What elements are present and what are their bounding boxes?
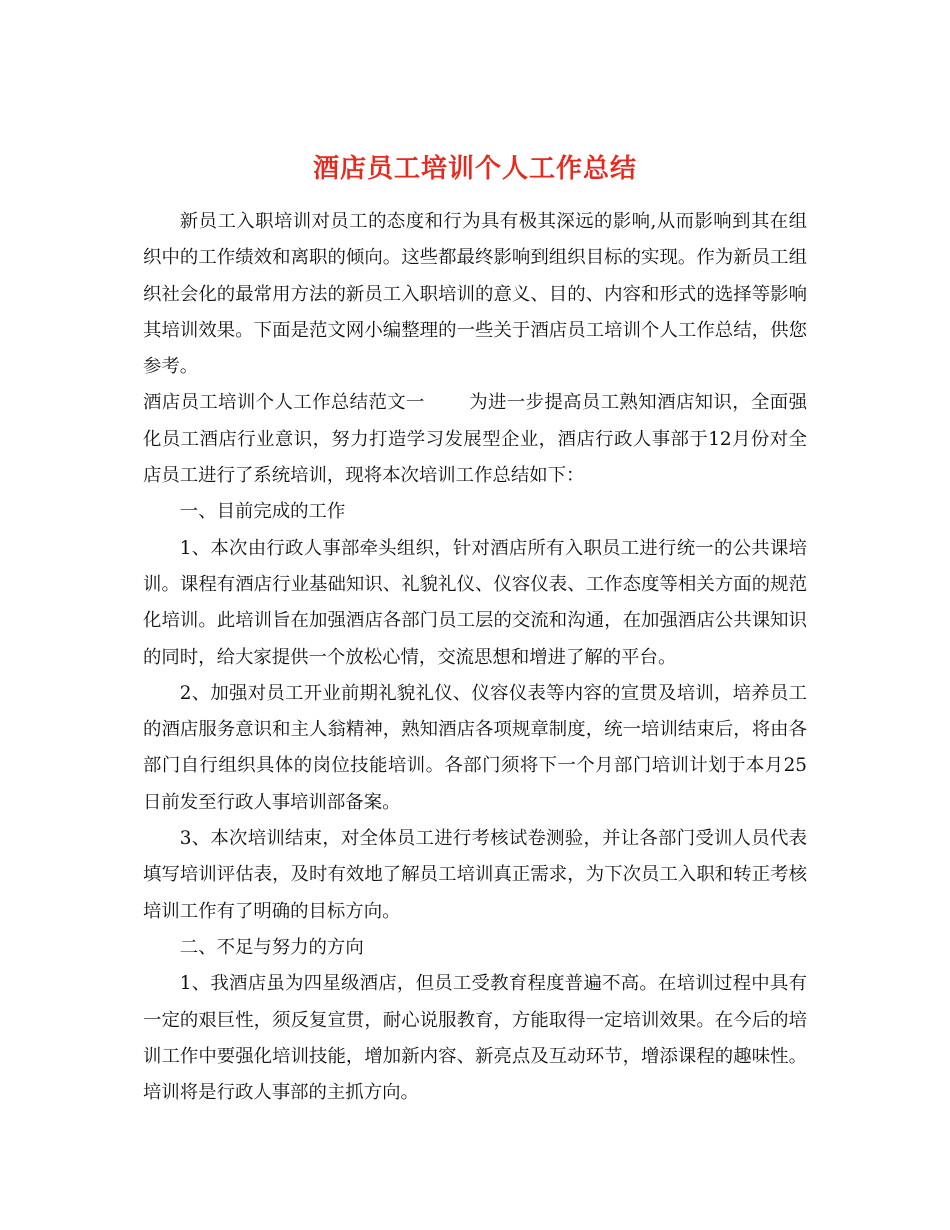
section-1-heading: 一、目前完成的工作 xyxy=(179,501,346,523)
sample-paragraph xyxy=(143,385,807,494)
section-2-heading: 二、不足与努力的方向 xyxy=(179,936,364,958)
section-1-paragraph-3: 3、本次培训结束，对全体员工进行考核试卷测验，并让各部门受训人员代表填写培训评估表，及时有效地了解员工培训真正需求，为下次员工入职和转正考核培训工作有了明确的目标方向。 xyxy=(143,828,807,922)
section-2-paragraph-1: 1、我酒店虽为四星级酒店，但员工受教育程度普遍不高。在培训过程中具有一定的艰巨性，须反复宣贯，耐心说服教育，方能取得一定培训效果。在今后的培训工作中要强化培训技能，增加新内容、新亮点及互动环节，增添课程的趣味性。培训将是行政人事部的主抓方向。 xyxy=(143,973,807,1104)
section-1-paragraph-1: 1、本次由行政人事部牵头组织，针对酒店所有入职员工进行统一的公共课培训。课程有酒店行业基础知识、礼貌礼仪、仪容仪表、工作态度等相关方面的规范化培训。此培训旨在加强酒店各部门员工层的交流和沟通，在加强酒店公共课知识的同时，给大家提供一个放松心情，交流思想和增进了解的平台。 xyxy=(143,537,807,668)
document-body xyxy=(143,204,807,1111)
section-1-paragraph-2: 2、加强对员工开业前期礼貌礼仪、仪容仪表等内容的宣贯及培训，培养员工的酒店服务意识和主人翁精神，熟知酒店各项规章制度，统一培训结束后，将由各部门自行组织具体的岗位技能培训。各部门须将下一个月部门培训计划于本月25日前发至行政人事培训部备案。 xyxy=(143,682,807,813)
document-title: 酒店员工培训个人工作总结 xyxy=(312,154,637,185)
sample-heading: 酒店员工培训个人工作总结范文一 xyxy=(143,392,425,414)
intro-paragraph: 新员工入职培训对员工的态度和行为具有极其深远的影响,从而影响到其在组织中的工作绩效和离职的倾向。这些都最终影响到组织目标的实现。作为新员工组织社会化的最常用方法的新员工入职培训的意义、目的、内容和形式的选择等影响其培训效果。下面是范文网小编整理的一些关于酒店员工培训个人工作总结，供您参考。 xyxy=(143,211,807,378)
sample-lead: 为进一步提高员工熟知酒店知识，全面强化员工酒店行业意识，努力打造学习发展型企业，酒店行政人事部于12月份对全店员工进行了系统培训，现将本次培训工作总结如下： xyxy=(143,392,807,487)
